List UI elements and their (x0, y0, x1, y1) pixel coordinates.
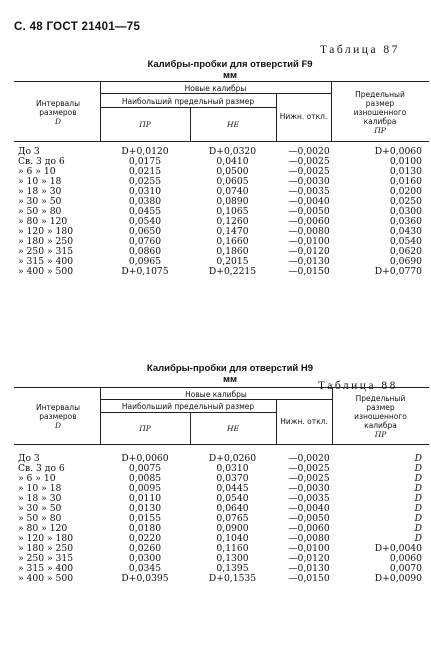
table-units: мм (222, 374, 238, 385)
pr-cell: D+0,1075 (121, 266, 169, 277)
pr-cell: 0,0180 (128, 523, 162, 534)
pr-cell: 0,0760 (128, 236, 162, 247)
worn-cell: D (414, 483, 422, 494)
pr-cell: 0,0650 (128, 226, 162, 237)
interval-cell: До 3 (18, 146, 40, 157)
dev-cell: —0,0120 (288, 553, 330, 564)
ne-cell: D+0,0260 (208, 453, 257, 464)
interval-cell: » 250 » 315 (18, 246, 74, 257)
table-label: Таблица 88 (318, 380, 398, 392)
header-line: D (54, 421, 61, 430)
worn-cell: D (414, 513, 422, 524)
dev-cell: —0,0035 (288, 186, 330, 197)
dev-cell: —0,0150 (288, 266, 330, 277)
ne-cell: 0,0410 (216, 156, 249, 167)
pr-cell: 0,0860 (128, 246, 162, 257)
dev-cell: —0,0020 (288, 453, 330, 464)
interval-cell: » 315 » 400 (18, 256, 74, 267)
ne-cell: 0,0900 (216, 523, 249, 534)
header-line: размер (365, 99, 395, 108)
pr-cell: 0,0455 (128, 206, 162, 217)
interval-cell: » 250 » 315 (18, 553, 74, 564)
worn-cell: 0,0690 (389, 256, 422, 267)
interval-cell: Св. 3 до 6 (18, 156, 65, 167)
header-line: D (54, 117, 61, 126)
pr-cell: 0,0310 (128, 186, 162, 197)
largest-limit-header: Наибольший предельный размер (121, 97, 255, 106)
ne-cell: 0,0740 (216, 186, 249, 197)
header-rule (100, 412, 276, 413)
pr-cell: 0,0155 (128, 513, 162, 524)
worn-cell: D+0,0770 (374, 266, 422, 277)
interval-cell: » 400 » 500 (18, 573, 74, 584)
table-title (80, 363, 380, 385)
interval-cell: » 6 » 10 (18, 166, 56, 177)
worn-cell: D (414, 453, 422, 464)
interval-cell: » 18 » 30 (18, 186, 62, 197)
header-line: Предельный (355, 394, 406, 403)
page-header: С. 48 ГОСТ 21401—75 (14, 21, 141, 33)
header-line: размер (366, 403, 395, 412)
table-body (14, 454, 429, 584)
pr-cell: 0,0345 (128, 563, 162, 574)
dev-cell: —0,0060 (288, 523, 330, 534)
ne-cell: 0,0890 (216, 196, 249, 207)
ne-cell: 0,1260 (216, 216, 249, 227)
worn-header (332, 394, 429, 439)
pr-header: ПР (139, 424, 151, 433)
pr-cell: 0,0085 (128, 473, 162, 484)
pr-cell: 0,0540 (128, 216, 162, 227)
pr-cell: 0,0380 (128, 196, 162, 207)
pr-cell: 0,0220 (128, 533, 162, 544)
dev-cell: —0,0020 (288, 146, 330, 157)
worn-cell: D (414, 533, 422, 544)
interval-cell: Св. 3 до 6 (18, 463, 65, 474)
header-line: Интервалы (36, 403, 80, 412)
ne-cell: 0,1065 (216, 206, 249, 217)
pr-cell: 0,0965 (128, 256, 162, 267)
worn-cell: 0,0360 (389, 216, 422, 227)
header-line: Предельный (355, 90, 405, 99)
dev-cell: —0,0025 (288, 156, 330, 167)
pr-header: ПР (139, 120, 151, 129)
interval-cell: » 18 » 30 (18, 493, 62, 504)
dev-cell: —0,0080 (288, 533, 330, 544)
header-line: ПР (374, 430, 387, 439)
pr-cell: D+0,0395 (121, 573, 169, 584)
table-title-text: Калибры-пробки для отверстий H9 (146, 363, 314, 374)
worn-header (331, 90, 429, 135)
worn-cell: 0,0250 (389, 196, 422, 207)
interval-cell: » 30 » 50 (18, 196, 62, 207)
worn-cell: D+0,0090 (374, 573, 422, 584)
interval-cell: » 30 » 50 (18, 503, 62, 514)
header-line: изношенного (354, 412, 407, 421)
dev-cell: —0,0120 (288, 246, 330, 257)
table-header (14, 81, 429, 142)
header-rule (100, 399, 332, 400)
header-line: изношенного (353, 108, 407, 117)
table-header (14, 387, 429, 445)
ne-cell: 0,1395 (216, 563, 249, 574)
table-label: Таблица 87 (320, 44, 400, 56)
dev-cell: —0,0035 (288, 493, 330, 504)
header-line: размеров (39, 412, 77, 421)
interval-cell: » 6 » 10 (18, 473, 56, 484)
new-calibers-header: Новые калибры (185, 390, 247, 399)
table-body (14, 147, 429, 277)
pr-cell: D+0,0060 (121, 453, 169, 464)
intervals-header (18, 99, 98, 126)
header-line: ПР (374, 126, 386, 135)
pr-cell: 0,0075 (128, 463, 162, 474)
ne-cell: 0,0370 (216, 473, 249, 484)
dev-cell: —0,0025 (288, 463, 330, 474)
ne-cell: 0,0445 (216, 483, 249, 494)
pr-cell: 0,0300 (128, 553, 162, 564)
ne-cell: 0,0500 (216, 166, 249, 177)
worn-cell: 0,0540 (389, 236, 422, 247)
worn-cell: 0,0300 (389, 206, 422, 217)
interval-cell: » 400 » 500 (18, 266, 74, 277)
worn-cell: 0,0070 (389, 563, 422, 574)
worn-cell: 0,0100 (389, 156, 422, 167)
new-calibers-header: Новые калибры (184, 84, 247, 93)
ne-cell: 0,1860 (216, 246, 249, 257)
pr-cell: 0,0255 (128, 176, 162, 187)
header-rule (100, 107, 276, 108)
interval-cell: » 315 » 400 (18, 563, 74, 574)
header-line: размеров (39, 108, 77, 117)
ne-cell: D+0,1535 (208, 573, 257, 584)
pr-cell: 0,0110 (128, 493, 162, 504)
ne-cell: 0,0605 (216, 176, 249, 187)
worn-cell: 0,0130 (389, 166, 422, 177)
ne-cell: 0,1660 (216, 236, 249, 247)
worn-cell: D (414, 523, 422, 534)
dev-cell: —0,0100 (288, 236, 330, 247)
ne-cell: D+0,2215 (208, 266, 257, 277)
header-rule (100, 93, 331, 94)
pr-cell: 0,0175 (128, 156, 162, 167)
worn-cell: D (414, 503, 422, 514)
pr-cell: 0,0260 (128, 543, 162, 554)
dev-cell: —0,0050 (288, 206, 330, 217)
worn-cell: D (414, 473, 422, 484)
worn-cell: 0,0430 (389, 226, 422, 237)
dev-cell: —0,0130 (288, 563, 330, 574)
interval-cell: » 120 » 180 (18, 533, 74, 544)
dev-cell: —0,0040 (288, 503, 330, 514)
interval-cell: До 3 (18, 453, 40, 464)
pr-cell: 0,0095 (128, 483, 162, 494)
dev-cell: —0,0100 (288, 543, 330, 554)
dev-cell: —0,0040 (288, 196, 330, 207)
dev-cell: —0,0025 (288, 166, 330, 177)
worn-cell: 0,0620 (389, 246, 422, 257)
ne-cell: 0,1160 (216, 543, 249, 554)
intervals-header (18, 403, 98, 430)
interval-cell: » 50 » 80 (18, 206, 62, 217)
worn-cell: 0,0200 (389, 186, 422, 197)
dev-cell: —0,0030 (288, 176, 330, 187)
worn-cell: D (414, 463, 422, 474)
table-title (80, 59, 380, 81)
largest-limit-header: Наибольший предельный размер (121, 402, 255, 411)
dev-cell: —0,0130 (288, 256, 330, 267)
interval-cell: » 180 » 250 (18, 236, 74, 247)
ne-header: НЕ (226, 424, 239, 433)
pr-cell: 0,0130 (128, 503, 162, 514)
table-units: мм (222, 70, 238, 81)
interval-cell: » 10 » 18 (18, 176, 62, 187)
header-line: Интервалы (36, 99, 80, 108)
interval-cell: » 120 » 180 (18, 226, 74, 237)
interval-cell: » 80 » 120 (18, 523, 68, 534)
ne-cell: 0,0540 (216, 493, 249, 504)
ne-header: НЕ (226, 120, 239, 129)
ne-cell: 0,0765 (216, 513, 249, 524)
ne-cell: 0,1300 (216, 553, 249, 564)
interval-cell: » 80 » 120 (18, 216, 68, 227)
dev-cell: —0,0080 (288, 226, 330, 237)
dev-cell: —0,0050 (288, 513, 330, 524)
worn-cell: D+0,0040 (374, 543, 422, 554)
table-row (14, 574, 429, 584)
dev-cell: —0,0150 (288, 573, 330, 584)
table-row (14, 267, 429, 277)
ne-cell: 0,0310 (216, 463, 249, 474)
worn-cell: 0,0160 (389, 176, 422, 187)
interval-cell: » 180 » 250 (18, 543, 74, 554)
dev-cell: —0,0060 (288, 216, 330, 227)
pr-cell: D+0,0120 (121, 146, 169, 157)
interval-cell: » 10 » 18 (18, 483, 62, 494)
header-line: калибра (364, 421, 397, 430)
ne-cell: 0,0640 (216, 503, 249, 514)
interval-cell: » 50 » 80 (18, 513, 62, 524)
worn-cell: D+0,0060 (374, 146, 422, 157)
dev-cell: —0,0030 (288, 483, 330, 494)
ne-cell: 0,1040 (216, 533, 249, 544)
lower-dev-header: Нижн. откл. (280, 417, 328, 426)
ne-cell: D+0,0320 (208, 146, 257, 157)
pr-cell: 0,0215 (128, 166, 162, 177)
ne-cell: 0,2015 (216, 256, 249, 267)
worn-cell: D (414, 493, 422, 504)
table-title-text: Калибры-пробки для отверстий F9 (147, 59, 313, 70)
header-line: калибра (363, 117, 397, 126)
dev-cell: —0,0025 (288, 473, 330, 484)
worn-cell: 0,0060 (389, 553, 422, 564)
lower-dev-header: Нижн. откл. (279, 112, 328, 121)
ne-cell: 0,1470 (216, 226, 249, 237)
